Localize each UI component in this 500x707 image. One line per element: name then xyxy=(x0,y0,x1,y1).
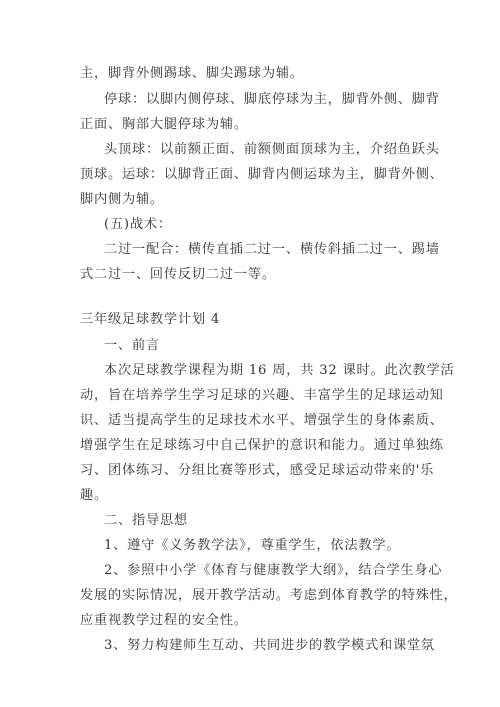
text-line: 应重视教学过程的安全性。 xyxy=(80,613,248,628)
section-heading: 一、前言 xyxy=(104,338,160,353)
text-line: 动，旨在培养学生学习足球的兴趣、丰富学生的足球运动知 xyxy=(80,388,444,403)
text-line: 式二过一、回传反切二过一等。 xyxy=(80,267,276,282)
text-line: 1、遵守《义务教学法》，尊重学生，依法教学。 xyxy=(104,538,401,553)
text-line: 增强学生在足球练习中自己保护的意识和能力。通过单独练 xyxy=(80,438,444,453)
document-title: 三年级足球教学计划 4 xyxy=(80,312,221,327)
section-heading: 二、指导思想 xyxy=(104,513,188,528)
text-line: 主，脚背外侧踢球、脚尖踢球为辅。 xyxy=(80,66,304,81)
text-line: 头顶球：以前额正面、前额侧面顶球为主，介绍鱼跃头 xyxy=(104,142,440,157)
text-line: 趣。 xyxy=(80,488,108,503)
section-heading: (五)战术： xyxy=(104,217,172,232)
text-line: 顶球。运球：以脚背正面、脚背内侧运球为主，脚背外侧、 xyxy=(80,167,444,182)
text-line: 脚内侧为辅。 xyxy=(80,192,164,207)
text-line: 习、团体练习、分组比赛等形式，感受足球运动带来的'乐 xyxy=(80,463,435,478)
text-line: 本次足球教学课程为期 16 周，共 32 课时。此次教学活 xyxy=(104,363,455,378)
text-line: 停球：以脚内侧停球、脚底停球为主，脚背外侧、脚背 xyxy=(104,92,440,107)
text-line: 识、适当提高学生的足球技术水平、增强学生的身体素质、 xyxy=(80,413,444,428)
text-line: 2、参照中小学《体育与健康教学大纲》，结合学生身心 xyxy=(104,563,443,578)
text-line: 3、努力构建师生互动、共同进步的教学模式和课堂氛 xyxy=(104,638,435,653)
text-line: 二过一配合：横传直插二过一、横传斜插二过一、踢墙 xyxy=(104,242,440,257)
text-line: 发展的实际情况，展开教学活动。考虑到体育教学的特殊性， xyxy=(80,588,458,603)
text-line: 正面、胸部大腿停球为辅。 xyxy=(80,117,248,132)
